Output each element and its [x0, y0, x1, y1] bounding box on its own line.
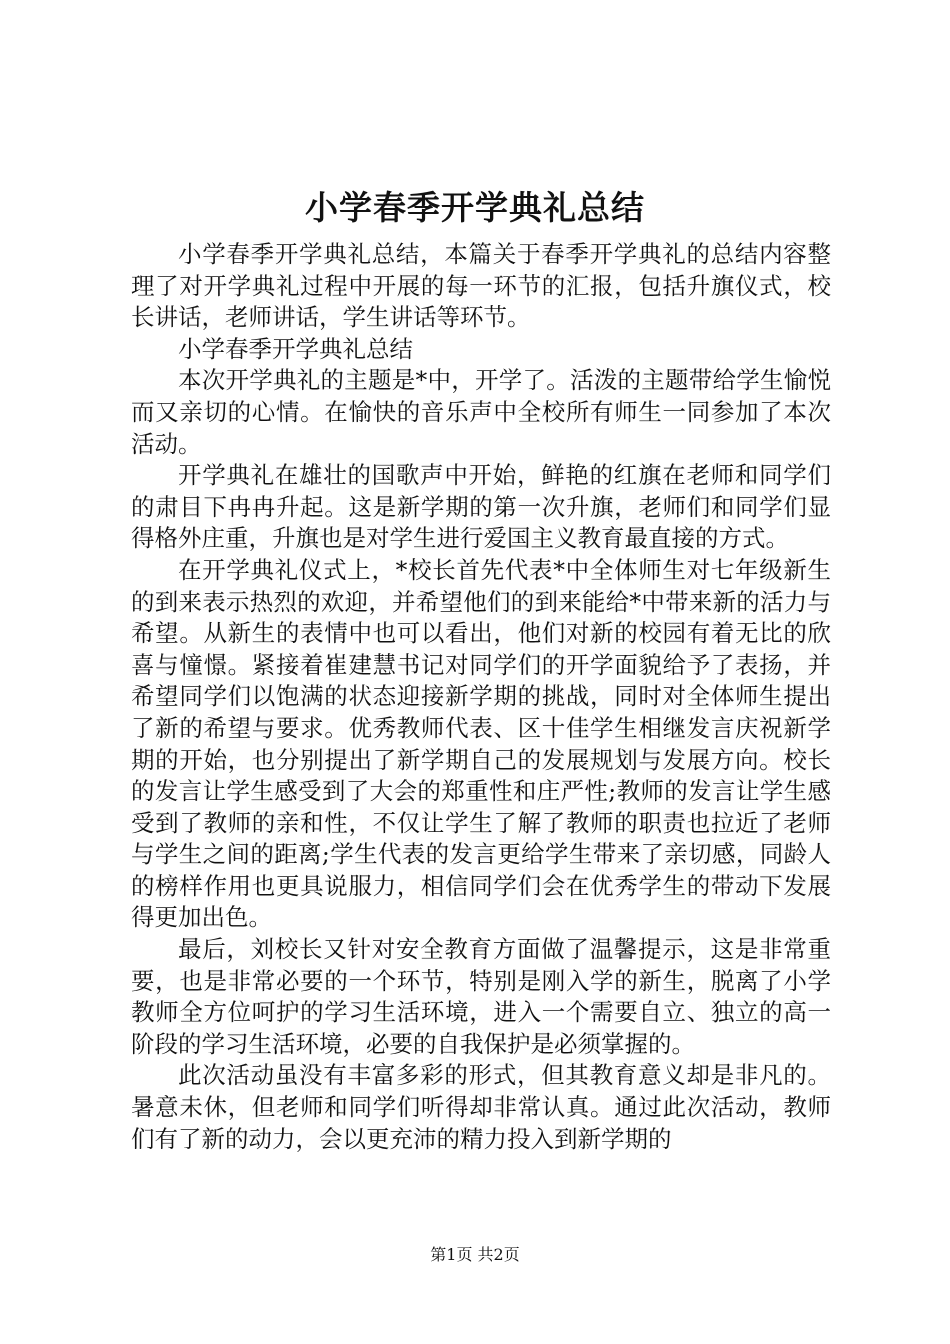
- paragraph-intro: 小学春季开学典礼总结，本篇关于春季开学典礼的总结内容整理了对开学典礼过程中开展的每一环节的汇报，包括升旗仪式，校长讲话，老师讲话，学生讲话等环节。: [131, 240, 831, 332]
- document-title: 小学春季开学典礼总结: [305, 188, 645, 227]
- paragraph-safety: 最后，刘校长又针对安全教育方面做了温馨提示，这是非常重要，也是非常必要的一个环节，特别是刚入学的新生，脱离了小学教师全方位呵护的学习生活环境，进入一个需要自立、独立的高一阶段的学习生活环境，必要的自我保护是必须掌握的。: [131, 935, 831, 1058]
- paragraph-subtitle: 小学春季开学典礼总结: [178, 334, 413, 363]
- paragraph-flag-raising: 开学典礼在雄壮的国歌声中开始，鲜艳的红旗在老师和同学们的肃目下冉冉升起。这是新学期的第一次升旗，老师们和同学们显得格外庄重，升旗也是对学生进行爱国主义教育最直接的方式。: [131, 461, 831, 553]
- document-body: [131, 239, 831, 1155]
- paragraph-conclusion: 此次活动虽没有丰富多彩的形式，但其教育意义却是非凡的。暑意未休，但老师和同学们听得却非常认真。通过此次活动，教师们有了新的动力，会以更充沛的精力投入到新学期的: [131, 1061, 831, 1153]
- page-number-footer: 第1页 共2页: [430, 1245, 520, 1264]
- paragraph-speeches: 在开学典礼仪式上，*校长首先代表*中全体师生对七年级新生的到来表示热烈的欢迎，并希望他们的到来能给*中带来新的活力与希望。从新生的表情中也可以看出，他们对新的校园有着无比的欣喜与憧憬。紧接着崔建慧书记对同学们的开学面貌给予了表扬，并希望同学们以饱满的状态迎接新学期的挑战，同时对全体师生提出了新的希望与要求。优秀教师代表、区十佳学生相继发言庆祝新学期的开始，也分别提出了新学期自己的发展规划与发展方向。校长的发言让学生感受到了大会的郑重性和庄严性;教师的发言让学生感受到了教师的亲和性，不仅让学生了解了教师的职责也拉近了老师与学生之间的距离;学生代表的发言更给学生带来了亲切感，同龄人的榜样作用也更具说服力，相信同学们会在优秀学生的带动下发展得更加出色。: [131, 555, 831, 932]
- paragraph-theme: 本次开学典礼的主题是*中，开学了。活泼的主题带给学生愉悦而又亲切的心情。在愉快的音乐声中全校所有师生一同参加了本次活动。: [131, 366, 831, 458]
